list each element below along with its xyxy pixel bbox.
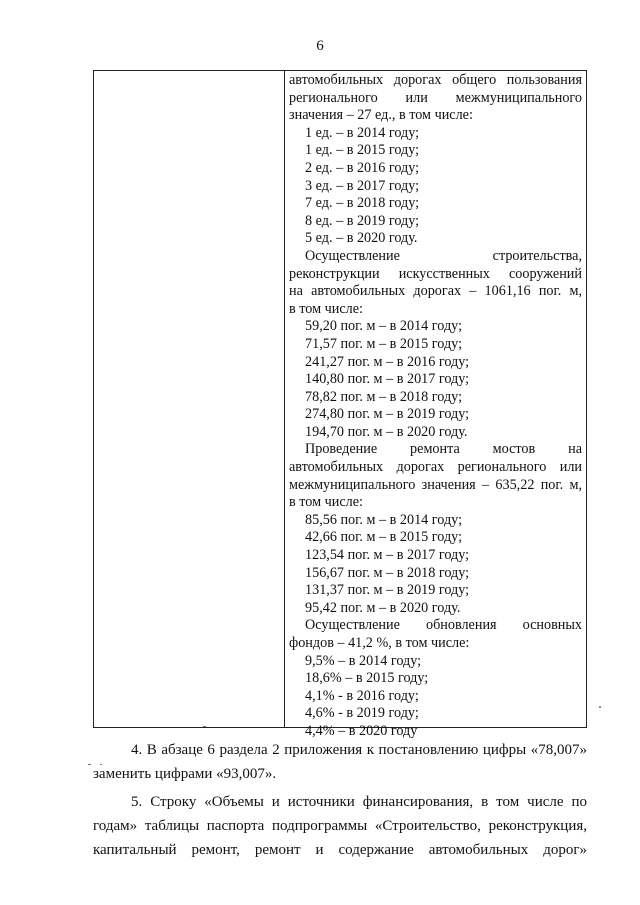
cell-line: межмуниципального значения – 635,22 пог. м, bbox=[289, 476, 582, 493]
list-item: 3 ед. – в 2017 году; bbox=[305, 177, 420, 194]
cell-line: автомобильных дорогах общего пользования bbox=[289, 72, 582, 88]
cell-line: регионального или межмуниципального bbox=[289, 89, 582, 106]
scan-speck bbox=[100, 764, 102, 765]
cell-line: фондов – 41,2 %, в том числе: bbox=[289, 635, 470, 651]
list-item: 5 ед. – в 2020 году. bbox=[305, 230, 418, 247]
list-item: 194,70 пог. м – в 2020 году. bbox=[305, 423, 468, 440]
list-item: 156,67 пог. м – в 2018 году; bbox=[305, 564, 470, 581]
scan-speck bbox=[203, 726, 206, 727]
list-item: 18,6% – в 2015 году; bbox=[305, 670, 429, 687]
paragraph-line: 5. Строку «Объемы и источники финансирования, в том числе по bbox=[131, 794, 587, 810]
list-item: 4,4% – в 2020 году bbox=[305, 722, 418, 739]
list-item: 7 ед. – в 2018 году; bbox=[305, 195, 420, 212]
list-item: 140,80 пог. м – в 2017 году; bbox=[305, 371, 470, 388]
cell-line: реконструкции искусственных сооружений bbox=[289, 265, 582, 282]
list-item: 1 ед. – в 2015 году; bbox=[305, 142, 420, 159]
list-item: 42,66 пог. м – в 2015 году; bbox=[305, 529, 463, 546]
list-item: 4,1% - в 2016 году; bbox=[305, 687, 419, 704]
cell-line: в том числе: bbox=[289, 300, 363, 317]
item-4-paragraph bbox=[93, 738, 587, 786]
cell-line: Осуществление строительства, bbox=[305, 247, 582, 264]
scan-speck bbox=[88, 764, 91, 765]
list-item: 85,56 пог. м – в 2014 году; bbox=[305, 511, 463, 528]
list-item: 1 ед. – в 2014 году; bbox=[305, 124, 420, 141]
page-number: 6 bbox=[316, 38, 324, 54]
table-cell-content bbox=[289, 72, 582, 741]
cell-line: автомобильных дорогах регионального или bbox=[289, 459, 582, 476]
list-item: 71,57 пог. м – в 2015 году; bbox=[305, 335, 463, 352]
list-item: 131,37 пог. м – в 2019 году; bbox=[305, 582, 470, 599]
cell-line: Осуществление обновления основных bbox=[305, 617, 582, 634]
cell-line: на автомобильных дорогах – 1061,16 пог. м, bbox=[289, 283, 582, 300]
paragraph-line: 4. В абзаце 6 раздела 2 приложения к постановлению цифры «78,007» bbox=[131, 742, 587, 758]
paragraph-line: капитальный ремонт, ремонт и содержание автомобильных дорог» bbox=[93, 842, 587, 858]
item-5-paragraph bbox=[93, 790, 587, 862]
list-item: 123,54 пог. м – в 2017 году; bbox=[305, 547, 470, 564]
list-item: 4,6% - в 2019 году; bbox=[305, 705, 419, 722]
list-item: 274,80 пог. м – в 2019 году; bbox=[305, 406, 470, 423]
paragraph-line: заменить цифрами «93,007». bbox=[93, 766, 277, 782]
list-item: 241,27 пог. м – в 2016 году; bbox=[305, 353, 470, 370]
list-item: 78,82 пог. м – в 2018 году; bbox=[305, 388, 463, 405]
list-item: 2 ед. – в 2016 году; bbox=[305, 159, 420, 176]
list-item: 95,42 пог. м – в 2020 году. bbox=[305, 599, 461, 616]
scan-speck bbox=[599, 706, 601, 708]
paragraph-line: годам» таблицы паспорта подпрограммы «Строительство, реконструкция, bbox=[93, 818, 587, 834]
list-item: 9,5% – в 2014 году; bbox=[305, 652, 422, 669]
list-item: 8 ед. – в 2019 году; bbox=[305, 212, 420, 229]
cell-line: в том числе: bbox=[289, 494, 363, 511]
passport-table bbox=[93, 70, 587, 739]
cell-line: значения – 27 ед., в том числе: bbox=[289, 107, 473, 124]
list-item: 59,20 пог. м – в 2014 году; bbox=[305, 318, 463, 335]
cell-line: Проведение ремонта мостов на bbox=[305, 441, 582, 458]
column-divider bbox=[284, 71, 285, 727]
